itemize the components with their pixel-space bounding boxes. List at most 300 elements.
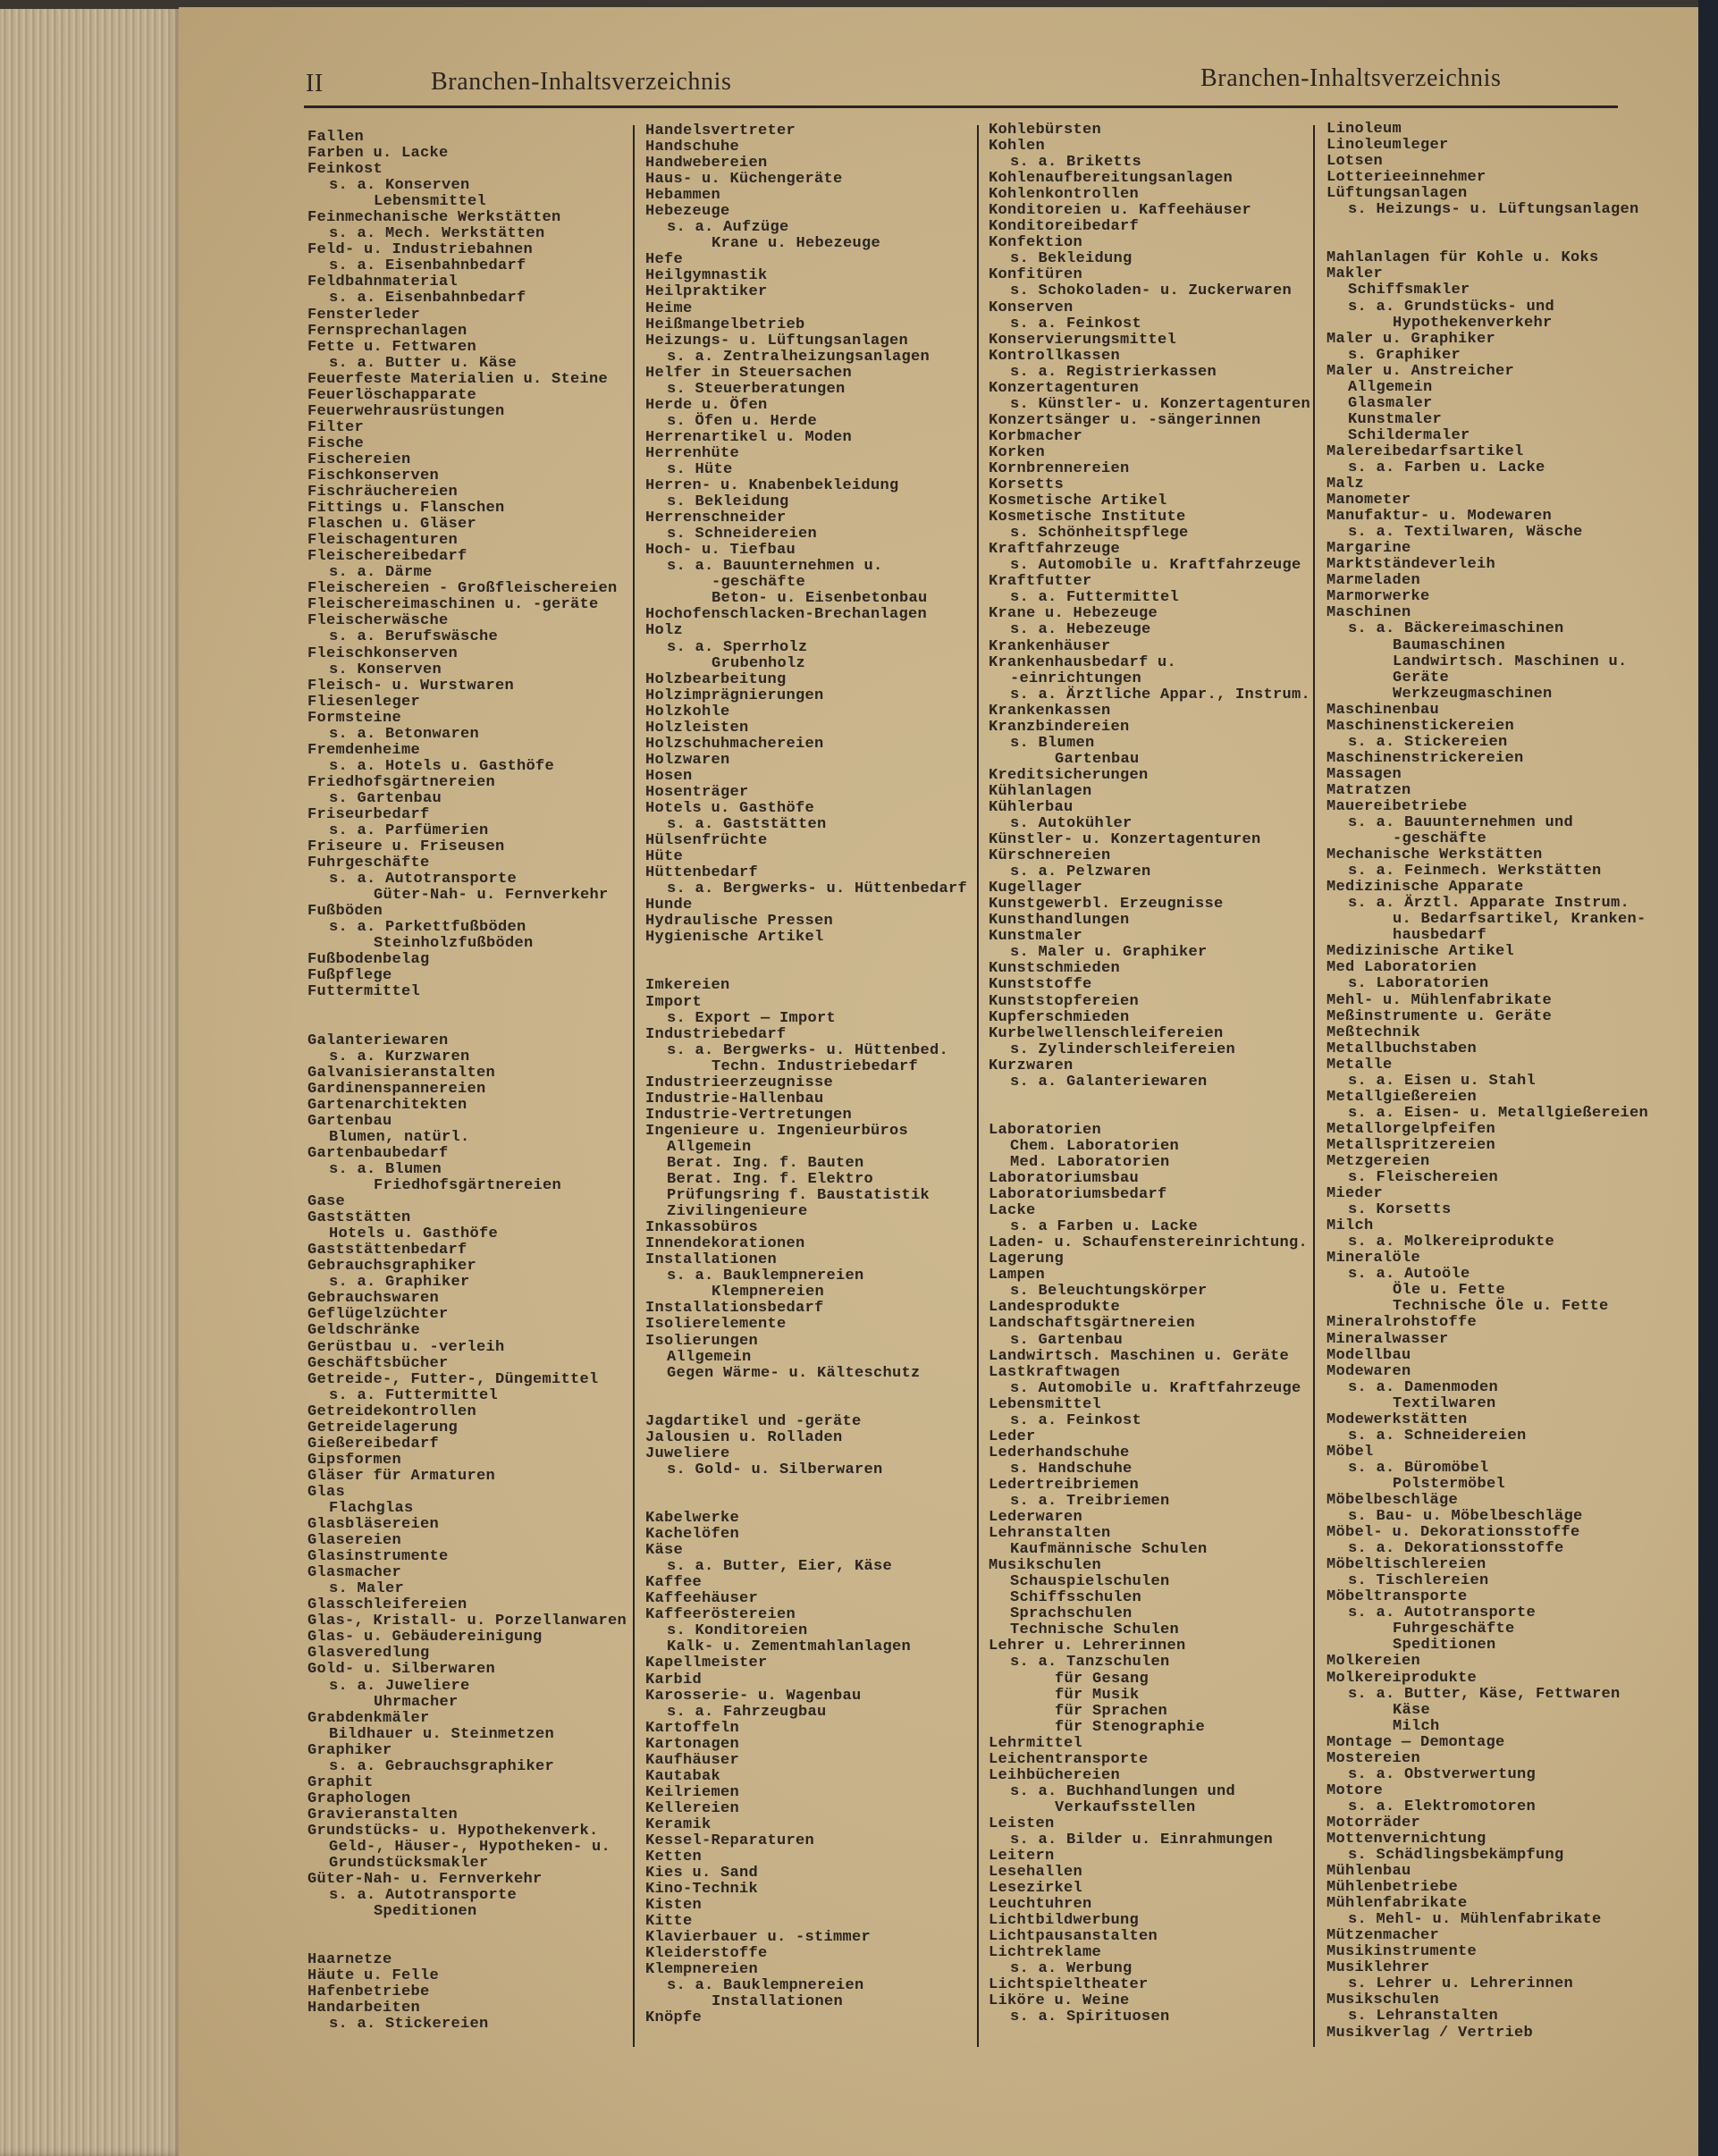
index-entry: Marmeladen <box>1326 572 1421 590</box>
index-entry: Holzwaren <box>645 751 730 769</box>
index-subentry: Med. Laboratorien <box>1010 1154 1170 1171</box>
index-subentry: s. a. Feinkost <box>1010 315 1142 333</box>
index-entry: Käse <box>645 1542 684 1560</box>
index-subentry: Textilwaren <box>1393 1394 1496 1412</box>
index-entry: Lotterieeinnehmer <box>1326 169 1486 187</box>
index-entry: Manufaktur- u. Modewaren <box>1326 508 1553 526</box>
index-entry: Konditoreibedarf <box>989 218 1140 236</box>
index-entry: Holz <box>645 622 684 640</box>
index-subentry: s. Fleischereien <box>1348 1169 1499 1187</box>
index-entry: Fußpflege <box>307 967 392 985</box>
index-entry: Flaschen u. Gläser <box>307 516 477 534</box>
index-entry: Kitte <box>645 1913 693 1931</box>
index-entry: Korsetts <box>989 476 1065 494</box>
index-entry: Holzschuhmachereien <box>645 735 824 753</box>
index-entry: Fleischerwäsche <box>307 612 449 630</box>
index-entry: Hülsenfrüchte <box>645 832 768 850</box>
index-subentry: s. Konserven <box>329 661 442 678</box>
index-entry: Kontrollkassen <box>989 347 1121 365</box>
index-entry: Metallspritzereien <box>1326 1136 1496 1154</box>
index-subentry: s. Mehl- u. Mühlenfabrikate <box>1348 1911 1602 1929</box>
index-subentry: s. a. Ärztliche Appar., Instrum. <box>1010 686 1311 703</box>
index-subentry: s. Künstler- u. Konzertagenturen <box>1010 395 1311 413</box>
index-subentry: Speditionen <box>1393 1637 1496 1655</box>
index-subentry: s. a. Mech. Werkstätten <box>329 225 545 243</box>
index-entry: Imkereien <box>645 977 730 995</box>
index-entry: Import <box>645 993 703 1011</box>
index-subentry: für Sprachen <box>1055 1702 1168 1720</box>
index-entry: Fensterleder <box>307 306 421 324</box>
column-divider <box>977 125 979 2047</box>
blank-line <box>989 1091 1310 1107</box>
index-subentry: s. a. Buchhandlungen und <box>1010 1782 1236 1800</box>
index-entry: Klavierbauer u. -stimmer <box>645 1929 872 1947</box>
index-subentry: Uhrmacher <box>374 1693 459 1711</box>
index-subentry: s. a. Registrierkassen <box>1010 363 1217 381</box>
index-subentry: s. a. Galanteriewaren <box>1010 1073 1208 1091</box>
index-column-3 <box>989 122 1310 2026</box>
index-entry: Fische <box>307 434 365 452</box>
index-entry: Geflügelzüchter <box>307 1306 449 1324</box>
index-entry: Keilriemen <box>645 1783 740 1801</box>
index-entry: Hunde <box>645 897 693 914</box>
index-entry: Motorräder <box>1326 1814 1421 1832</box>
index-subentry: s. Steuerberatungen <box>667 380 846 398</box>
index-entry: Gartenbaubedarf <box>307 1144 449 1162</box>
index-entry: Hafenbetriebe <box>307 1983 430 2001</box>
index-subentry: Gartenbau <box>1055 750 1140 768</box>
index-entry: Gaststättenbedarf <box>307 1242 467 1259</box>
blank-line <box>989 1107 1310 1123</box>
index-subentry: s. a. Autotransporte <box>1348 1604 1537 1622</box>
index-entry: Hefe <box>645 251 684 269</box>
index-entry: Leichentransporte <box>989 1750 1149 1768</box>
index-subentry: s. a. Farben u. Lacke <box>1348 459 1545 476</box>
index-entry: Hydraulische Pressen <box>645 913 834 931</box>
index-entry: Feinmechanische Werkstätten <box>307 209 561 227</box>
index-entry: Leisten <box>989 1815 1055 1832</box>
index-entry: Lederwaren <box>989 1509 1083 1527</box>
index-entry: Herde u. Öfen <box>645 396 768 414</box>
index-entry: Graphiker <box>307 1741 392 1759</box>
blank-line <box>645 1398 967 1414</box>
index-entry: Montage — Demontage <box>1326 1733 1505 1751</box>
index-entry: Kohlenkontrollen <box>989 186 1140 204</box>
index-subentry: für Stenographie <box>1055 1718 1206 1736</box>
index-entry: Metallbuchstaben <box>1326 1040 1478 1057</box>
index-entry: Glasbläsereien <box>307 1516 440 1534</box>
index-entry: Kapellmeister <box>645 1655 768 1672</box>
index-entry: Mauereibetriebe <box>1326 797 1468 815</box>
blank-line <box>1326 234 1648 250</box>
index-entry: Möbelbeschläge <box>1326 1491 1459 1509</box>
index-entry: Isolierungen <box>645 1332 759 1350</box>
index-subentry: s. a. Feinmech. Werkstätten <box>1348 863 1602 880</box>
index-entry: Holzimprägnierungen <box>645 686 824 704</box>
index-entry: Kunststoffe <box>989 976 1092 994</box>
index-entry: Kino-Technik <box>645 1881 759 1899</box>
index-entry: Milch <box>1326 1217 1374 1235</box>
index-subentry: Verkaufsstellen <box>1055 1798 1196 1816</box>
index-entry: Konditoreien u. Kaffeehäuser <box>989 202 1252 220</box>
index-subentry: s. Schönheitspflege <box>1010 525 1189 543</box>
index-entry: Kosmetische Institute <box>989 509 1186 526</box>
index-entry: Laboratoriumsbedarf <box>989 1186 1167 1204</box>
index-subentry: Schiffsschulen <box>1010 1589 1142 1607</box>
index-entry: Glasereien <box>307 1532 402 1550</box>
index-entry: Korbmacher <box>989 427 1083 445</box>
index-entry: Kunstschmieden <box>989 960 1121 978</box>
index-subentry: Hypothekenverkehr <box>1393 314 1553 332</box>
index-subentry: s. a. Stickereien <box>1348 733 1508 751</box>
index-subentry: s. a. Damenmoden <box>1348 1378 1499 1396</box>
index-entry: Kreditsicherungen <box>989 766 1149 784</box>
index-entry: Kunsthandlungen <box>989 912 1130 930</box>
index-entry: Fette u. Fettwaren <box>307 338 477 356</box>
index-subentry: Grundstücksmakler <box>329 1855 489 1873</box>
index-subentry: s. a. Dekorationsstoffe <box>1348 1540 1564 1558</box>
index-entry: Heizungs- u. Lüftungsanlagen <box>645 332 909 350</box>
index-entry: Hotels u. Gasthöfe <box>645 799 815 817</box>
index-entry: Kraftfutter <box>989 573 1092 591</box>
index-entry: Lotsen <box>1326 153 1384 171</box>
index-entry: Mehl- u. Mühlenfabrikate <box>1326 991 1553 1009</box>
index-subentry: s. Schädlingsbekämpfung <box>1348 1847 1564 1865</box>
index-entry: Güter-Nah- u. Fernverkehr <box>307 1871 543 1889</box>
index-entry: Hoch- u. Tiefbau <box>645 542 796 560</box>
index-subentry: s. a. Graphiker <box>329 1274 470 1292</box>
index-entry: Glasinstrumente <box>307 1548 449 1566</box>
index-entry: Leder <box>989 1428 1036 1445</box>
index-entry: Laden- u. Schaufenstereinrichtung. <box>989 1234 1309 1252</box>
index-entry: Kraftfahrzeuge <box>989 541 1121 559</box>
index-entry: Manometer <box>1326 492 1411 510</box>
index-entry: Holzleisten <box>645 719 749 737</box>
index-subentry: s. Maler u. Graphiker <box>1010 944 1208 962</box>
index-subentry: s. a. Eisenbahnbedarf <box>329 257 526 275</box>
index-entry: Kunststopfereien <box>989 992 1140 1010</box>
index-subentry: s. a. Obstverwertung <box>1348 1765 1537 1783</box>
book-binding <box>1698 0 1718 2156</box>
index-entry: Innendekorationen <box>645 1235 805 1253</box>
index-subentry: s. a. Sperrholz <box>667 638 808 656</box>
index-subentry: Geld-, Häuser-, Hypotheken- u. <box>329 1838 611 1856</box>
index-subentry: s. Laboratorien <box>1348 975 1489 993</box>
index-entry: Herrenhüte <box>645 444 740 462</box>
index-subentry: s. Öfen u. Herde <box>667 412 818 430</box>
index-entry: Gartenarchitekten <box>307 1096 467 1114</box>
index-entry: Malz <box>1326 476 1365 493</box>
index-entry: Inkassobüros <box>645 1219 759 1237</box>
index-entry: Kühlanlagen <box>989 782 1092 800</box>
index-entry: Ingenieure u. Ingenieurbüros <box>645 1122 909 1140</box>
index-entry: Musikschulen <box>1326 1992 1440 2009</box>
index-subentry: s. Maler <box>329 1580 405 1598</box>
index-entry: Installationsbedarf <box>645 1300 824 1318</box>
index-entry: Kisten <box>645 1897 703 1915</box>
index-entry: Heißmangelbetrieb <box>645 316 805 333</box>
index-entry: Fischkonserven <box>307 467 440 484</box>
index-entry: Lederhandschuhe <box>989 1444 1130 1461</box>
index-entry: Maler u. Anstreicher <box>1326 362 1515 380</box>
index-subentry: s. Export — Import <box>667 1009 837 1027</box>
index-subentry: Flachglas <box>329 1499 414 1517</box>
index-subentry: s. a. Stickereien <box>329 2016 489 2034</box>
index-entry: Musiklehrer <box>1326 1959 1430 1977</box>
index-subentry: Hotels u. Gasthöfe <box>329 1225 499 1243</box>
index-entry: Heime <box>645 299 693 317</box>
index-subentry: Schildermaler <box>1348 426 1470 444</box>
blank-line <box>645 1382 967 1398</box>
running-title-right: Branchen-Inhaltsverzeichnis <box>1200 64 1502 92</box>
index-entry: Keramik <box>645 1815 712 1833</box>
index-entry: Möbel- u. Dekorationsstoffe <box>1326 1524 1580 1542</box>
index-entry: Helfer in Steuersachen <box>645 364 853 382</box>
index-entry: Kabelwerke <box>645 1510 740 1528</box>
index-entry: Kosmetische Artikel <box>989 493 1167 510</box>
index-subentry: hausbedarf <box>1393 927 1487 945</box>
index-entry: Feld- u. Industriebahnen <box>307 241 534 259</box>
index-subentry: Gegen Wärme- u. Kälteschutz <box>667 1364 921 1382</box>
index-entry: Graphologen <box>307 1790 411 1807</box>
index-entry: Jagdartikel und -geräte <box>645 1412 862 1430</box>
index-subentry: Grubenholz <box>712 654 806 672</box>
index-entry: Metallgießereien <box>1326 1088 1478 1106</box>
index-entry: Mineralrohstoffe <box>1326 1314 1478 1332</box>
index-entry: Kleiderstoffe <box>645 1945 768 1963</box>
index-entry: Linoleum <box>1326 121 1402 138</box>
index-entry: Medizinische Apparate <box>1326 879 1524 897</box>
index-entry: Kürschnereien <box>989 847 1111 865</box>
index-subentry: Landwirtsch. Maschinen u. <box>1393 653 1628 670</box>
index-subentry: s. Bekleidung <box>667 493 789 511</box>
index-subentry: s. a. Briketts <box>1010 154 1142 172</box>
index-subentry: s. a. Pelzwaren <box>1010 863 1151 881</box>
index-entry: Lichtbildwerbung <box>989 1912 1140 1930</box>
index-subentry: Sprachschulen <box>1010 1605 1133 1623</box>
index-subentry: s. Autokühler <box>1010 815 1133 833</box>
index-subentry: Beton- u. Eisenbetonbau <box>712 590 928 608</box>
index-subentry: Baumaschinen <box>1393 636 1506 654</box>
index-entry: Krankenhäuser <box>989 637 1111 655</box>
index-subentry: s. a. Butter, Eier, Käse <box>667 1558 893 1576</box>
index-entry: Futtermittel <box>307 983 421 1001</box>
index-subentry: s. a. Konserven <box>329 177 470 195</box>
index-entry: Industrie-Vertretungen <box>645 1106 853 1124</box>
index-subentry: Käse <box>1393 1701 1431 1719</box>
index-entry: Maschinen <box>1326 604 1411 622</box>
index-entry: Motore <box>1326 1781 1384 1799</box>
index-entry: Kupferschmieden <box>989 1008 1130 1026</box>
index-entry: Glas <box>307 1483 346 1501</box>
index-entry: Makler <box>1326 265 1384 283</box>
index-subentry: s. a. Treibriemen <box>1010 1492 1170 1510</box>
index-entry: Malereibedarfsartikel <box>1326 442 1524 460</box>
index-entry: Lehranstalten <box>989 1525 1111 1543</box>
index-entry: Matratzen <box>1326 781 1411 799</box>
index-entry: Juweliere <box>645 1444 730 1462</box>
index-entry: Getreide-, Futter-, Düngemittel <box>307 1370 599 1388</box>
index-subentry: -geschäfte <box>712 574 806 592</box>
index-entry: Glas-, Kristall- u. Porzellanwaren <box>307 1613 627 1630</box>
index-entry: Molkereien <box>1326 1653 1421 1671</box>
index-subentry: -einrichtungen <box>1010 670 1142 687</box>
index-entry: Friedhofsgärtnereien <box>307 773 496 791</box>
index-entry: Möbel <box>1326 1443 1374 1461</box>
index-entry: Gravieranstalten <box>307 1806 459 1823</box>
blank-line <box>307 1936 627 1952</box>
page-number: II <box>306 70 324 97</box>
blank-line <box>645 1495 967 1511</box>
index-entry: Massagen <box>1326 765 1402 783</box>
index-subentry: s. Automobile u. Kraftfahrzeuge <box>1010 557 1301 575</box>
index-subentry: s. a. Büromöbel <box>1348 1459 1489 1477</box>
index-subentry: -geschäfte <box>1393 830 1487 848</box>
index-subentry: Allgemein <box>667 1138 752 1156</box>
index-subentry: s. a. Butter, Käse, Fettwaren <box>1348 1685 1621 1703</box>
index-subentry: Krane u. Hebezeuge <box>712 235 881 253</box>
index-entry: Fittings u. Flanschen <box>307 500 505 518</box>
index-entry: Maschinenstrickereien <box>1326 749 1524 767</box>
index-subentry: s. a. Bauunternehmen u. <box>667 558 883 576</box>
index-entry: Kugellager <box>989 880 1083 897</box>
index-entry: Kunstgewerbl. Erzeugnisse <box>989 896 1224 914</box>
index-entry: Friseure u. Friseusen <box>307 838 505 856</box>
blank-line <box>645 1478 967 1495</box>
index-entry: Mieder <box>1326 1185 1384 1203</box>
index-entry: Leihbüchereien <box>989 1766 1121 1784</box>
index-entry: Kurbelwellenschleifereien <box>989 1024 1224 1042</box>
index-subentry: s. a. Hotels u. Gasthöfe <box>329 757 555 775</box>
index-column-1 <box>307 130 627 2034</box>
index-subentry: Kalk- u. Zementmahlanlagen <box>667 1638 912 1656</box>
index-subentry: s. a. Elektromotoren <box>1348 1798 1537 1815</box>
index-entry: Kartonagen <box>645 1735 740 1753</box>
index-subentry: s. a. Bäckereimaschinen <box>1348 620 1564 638</box>
book-page-edges <box>0 0 183 2156</box>
index-entry: Gläser für Armaturen <box>307 1467 496 1485</box>
index-subentry: s. a. Bilder u. Einrahmungen <box>1010 1831 1274 1849</box>
index-subentry: Glasmaler <box>1348 394 1433 412</box>
index-subentry: s. a. Därme <box>329 564 433 582</box>
index-subentry: Öle u. Fette <box>1393 1282 1506 1300</box>
index-entry: Lehrer u. Lehrerinnen <box>989 1638 1186 1655</box>
index-entry: Metzgereien <box>1326 1153 1430 1170</box>
index-subentry: s. a. Spirituosen <box>1010 2009 1170 2026</box>
index-entry: Modellbau <box>1326 1346 1411 1364</box>
index-subentry: s. a. Berufswäsche <box>329 628 499 646</box>
index-entry: Konfitüren <box>989 266 1083 284</box>
index-subentry: Blumen, natürl. <box>329 1128 470 1146</box>
index-entry: Kohlenaufbereitungsanlagen <box>989 170 1234 188</box>
index-subentry: s. a. Molkereiprodukte <box>1348 1234 1555 1251</box>
index-subentry: s. a. Schneidereien <box>1348 1427 1527 1444</box>
index-entry: Industriebedarf <box>645 1025 787 1043</box>
index-subentry: s. Handschuhe <box>1010 1460 1133 1478</box>
index-entry: Liköre u. Weine <box>989 1992 1130 2010</box>
index-subentry: s. Hüte <box>667 460 733 478</box>
index-subentry: s. Bau- u. Möbelbeschläge <box>1348 1508 1583 1526</box>
index-entry: Knöpfe <box>645 2009 703 2027</box>
index-entry: Heilgymnastik <box>645 267 768 285</box>
index-entry: Marktständeverleih <box>1326 556 1496 574</box>
index-subentry: s. Schokoladen- u. Zuckerwaren <box>1010 282 1293 300</box>
index-subentry: s. a. Textilwaren, Wäsche <box>1348 524 1583 542</box>
index-entry: Formsteine <box>307 709 402 727</box>
index-entry: Filter <box>307 418 365 436</box>
index-subentry: Technische Öle u. Fette <box>1393 1298 1609 1316</box>
index-subentry: s. a. Betonwaren <box>329 725 480 743</box>
index-subentry: s. Graphiker <box>1348 346 1461 364</box>
index-subentry: s. a. Eisen u. Stahl <box>1348 1072 1537 1090</box>
index-entry: Kaffeeröstereien <box>645 1606 796 1624</box>
index-entry: Feuerfeste Materialien u. Steine <box>307 370 609 388</box>
index-entry: Laboratorien <box>989 1121 1102 1139</box>
index-entry: Musikschulen <box>989 1557 1102 1575</box>
index-subentry: Fuhrgeschäfte <box>1393 1621 1515 1638</box>
index-entry: Isolierelemente <box>645 1316 787 1334</box>
index-entry: Herrenschneider <box>645 510 787 527</box>
index-entry: Fleischkonserven <box>307 644 459 662</box>
index-entry: Kohlen <box>989 138 1046 156</box>
index-entry: Fischräuchereien <box>307 484 459 501</box>
blank-line <box>307 1001 627 1017</box>
index-entry: Lagerung <box>989 1251 1065 1268</box>
index-subentry: s. a. Autoöle <box>1348 1266 1470 1284</box>
blank-line <box>307 1920 627 1936</box>
index-entry: Kies u. Sand <box>645 1865 759 1882</box>
index-entry: Leuchtuhren <box>989 1896 1092 1914</box>
index-entry: Kachelöfen <box>645 1526 740 1544</box>
index-subentry: s. a. Kurzwaren <box>329 1048 470 1065</box>
index-entry: Maschinenbau <box>1326 701 1440 719</box>
index-entry: Mühlenfabrikate <box>1326 1895 1468 1913</box>
index-subentry: s. a. Bauklempnereien <box>667 1977 864 1995</box>
index-subentry: s. Zylinderschleifereien <box>1010 1040 1236 1058</box>
index-entry: Karosserie- u. Wagenbau <box>645 1687 862 1705</box>
index-subentry: Geräte <box>1393 669 1450 686</box>
index-entry: Meßtechnik <box>1326 1023 1421 1041</box>
index-subentry: s. Lehranstalten <box>1348 2008 1499 2025</box>
index-subentry: s. Automobile u. Kraftfahrzeuge <box>1010 1379 1301 1397</box>
index-entry: Leitern <box>989 1848 1055 1865</box>
index-entry: Lichtspieltheater <box>989 1976 1149 1994</box>
index-entry: Gerüstbau u. -verleih <box>307 1338 505 1356</box>
index-entry: Gebrauchswaren <box>307 1290 440 1308</box>
index-entry: Lesezirkel <box>989 1880 1083 1898</box>
index-entry: Metalle <box>1326 1056 1393 1074</box>
index-entry: Künstler- u. Konzertagenturen <box>989 831 1261 849</box>
index-subentry: s. Schneidereien <box>667 526 818 543</box>
blank-line <box>645 962 967 978</box>
index-entry: Heilpraktiker <box>645 283 768 301</box>
index-entry: Hosenträger <box>645 783 749 801</box>
index-entry: Konservierungsmittel <box>989 331 1177 349</box>
index-entry: Fallen <box>307 129 365 146</box>
index-subentry: Kaufmännische Schulen <box>1010 1541 1208 1559</box>
index-entry: Konzertsänger u. -sängerinnen <box>989 411 1261 429</box>
index-column-4 <box>1326 122 1648 2042</box>
index-entry: Meßinstrumente u. Geräte <box>1326 1007 1553 1025</box>
index-entry: Fleischereien - Großfleischereien <box>307 580 618 598</box>
index-entry: Fleisch- u. Wurstwaren <box>307 677 515 695</box>
index-entry: Landwirtsch. Maschinen u. Geräte <box>989 1347 1290 1365</box>
index-entry: Handschuhe <box>645 139 740 156</box>
index-subentry: s. a. Futtermittel <box>1010 589 1180 607</box>
index-entry: Musikverlag / Vertrieb <box>1326 2024 1534 2042</box>
index-entry: Herrenartikel u. Moden <box>645 428 853 446</box>
index-entry: Hebammen <box>645 187 721 205</box>
